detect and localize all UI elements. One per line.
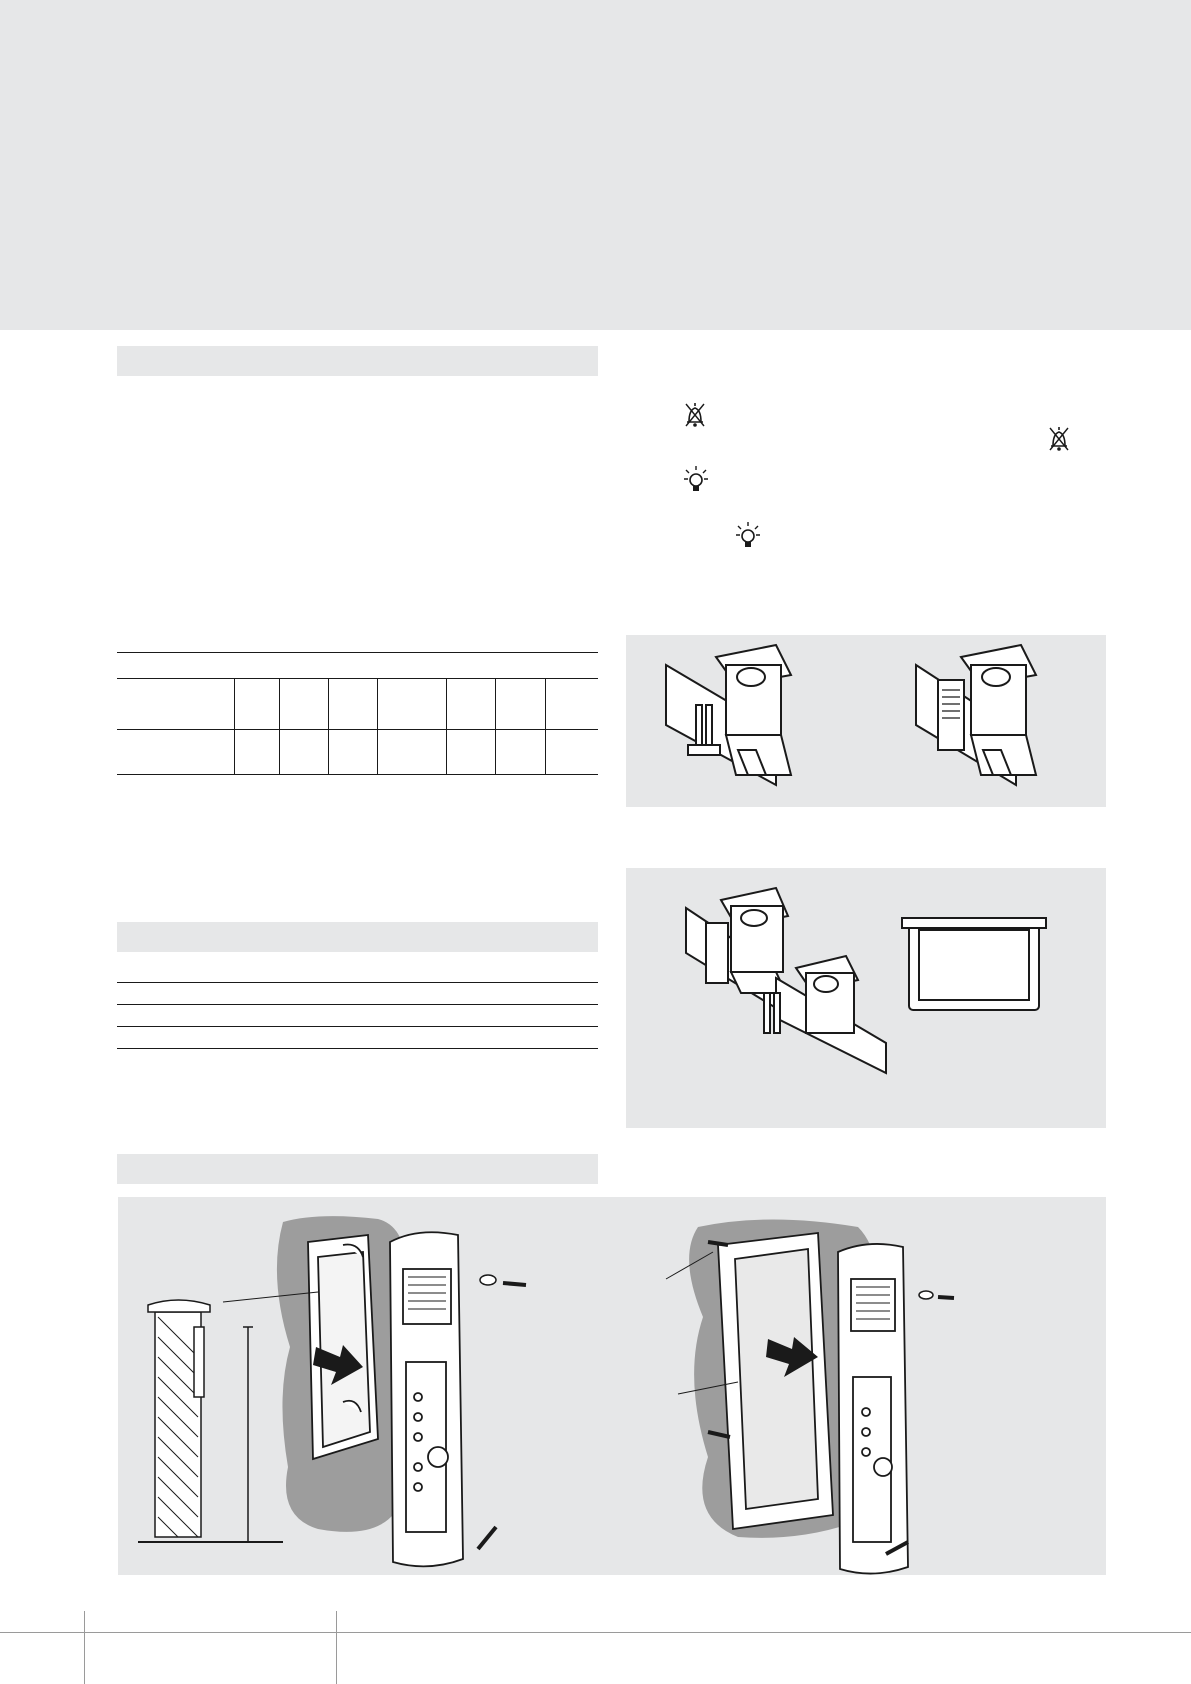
module-jumper-open — [666, 645, 791, 785]
figure-module-label — [626, 868, 1106, 1128]
door-panel-left — [390, 1232, 463, 1566]
lamp-icon — [683, 464, 709, 496]
screw-left — [478, 1275, 526, 1549]
module-pair — [686, 888, 886, 1073]
lamp-icon — [735, 520, 761, 552]
module-jumper-closed — [916, 645, 1036, 785]
section-heading-bar-3 — [117, 1154, 598, 1184]
bell-crossed-icon — [1047, 424, 1071, 454]
section-heading-bar-1 — [117, 346, 598, 376]
figure-installation — [118, 1197, 1106, 1575]
label-card — [902, 918, 1046, 1010]
section-heading-bar-2 — [117, 922, 598, 952]
door-panel-right — [838, 1244, 908, 1574]
header-band — [0, 0, 1191, 330]
surface-frame-right — [718, 1233, 833, 1529]
footer-divider-1 — [84, 1611, 85, 1684]
bell-crossed-icon — [683, 400, 707, 430]
figure-jumpers — [626, 635, 1106, 807]
post-section — [138, 1300, 283, 1542]
footer-divider-2 — [336, 1611, 337, 1684]
footer-rule — [0, 1632, 1191, 1633]
